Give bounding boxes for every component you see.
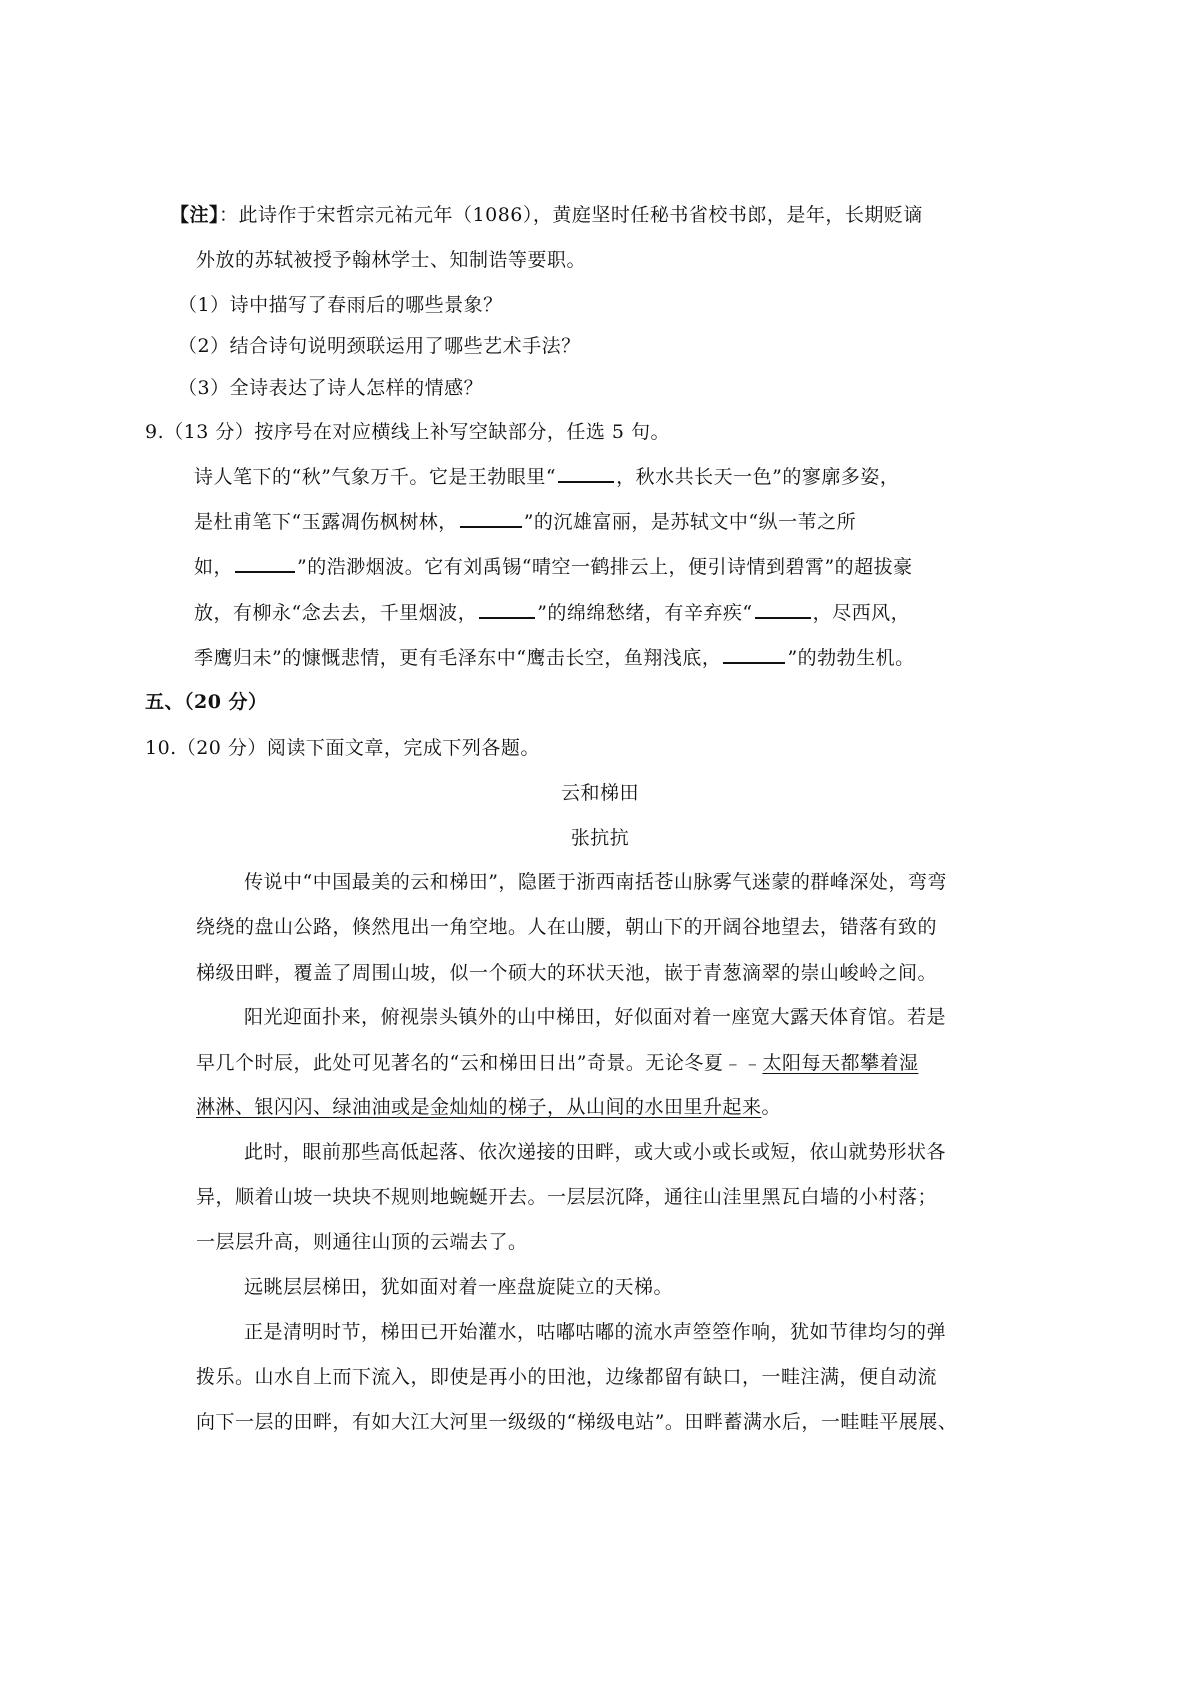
note-label: 【注】: [170, 204, 220, 226]
q9-text: ”的绵绵愁绪，有辛弃疾“: [537, 602, 753, 624]
q9-text: 放，有柳永“念去去，千里烟波，: [194, 602, 478, 624]
note-line-1: [170, 202, 923, 228]
answer-blank[interactable]: [479, 599, 535, 619]
answer-blank[interactable]: [755, 599, 811, 619]
paragraph-line: 拨乐。山水自上而下流入，即使是再小的田池，边缘都留有缺口，一畦注满，便自动流: [196, 1366, 938, 1388]
answer-blank[interactable]: [460, 508, 522, 528]
q10-stem: 10.（20 分）阅读下面文章，完成下列各题。: [145, 737, 540, 759]
paragraph-line: 此时，眼前那些高低起落、依次递接的田畔，或大或小或长或短，依山就势形状各: [244, 1141, 947, 1163]
underlined-text: 太阳每天都攀着湿: [762, 1052, 919, 1074]
paragraph-line: 梯级田畔，覆盖了周围山坡，似一个硕大的环状天池，嵌于青葱滴翠的崇山峻岭之间。: [196, 962, 938, 984]
paragraph-line: [196, 1050, 918, 1076]
q9-text: ，秋水共长天一色”的寥廓多姿，: [616, 466, 900, 488]
q8-sub-1: （1）诗中描写了春雨后的哪些景象？: [178, 294, 503, 316]
paragraph-line: 传说中“中国最美的云和梯田”，隐匿于浙西南括苍山脉雾气迷蒙的群峰深处，弯弯: [244, 871, 947, 893]
article-title: 云和梯田: [560, 782, 639, 804]
paragraph-line: 远眺层层梯田，犹如面对着一座盘旋陡立的天梯。: [244, 1276, 674, 1298]
article-author: 张抗抗: [570, 827, 630, 849]
paragraph-line: 一层层升高，则通往山顶的云端去了。: [196, 1231, 528, 1253]
q9-text: ”的勃勃生机。: [787, 647, 915, 669]
answer-blank[interactable]: [235, 553, 295, 573]
paragraph-text: 。: [761, 1096, 782, 1118]
answer-blank[interactable]: [723, 644, 785, 664]
note-line-2: 外放的苏轼被授予翰林学士、知制诰等要职。: [196, 249, 587, 271]
answer-blank[interactable]: [558, 463, 614, 483]
section-heading: 五、（20 分）: [145, 691, 268, 713]
q9-text: 季鹰归未”的慷慨悲情，更有毛泽东中“鹰击长空，鱼翔浅底，: [194, 647, 722, 669]
q9-text: ，尽西风，: [812, 602, 911, 624]
q9-line-3: [194, 553, 913, 580]
paragraph-line: 正是清明时节，梯田已开始灌水，咕嘟咕嘟的流水声箜箜作响，犹如节律均匀的弹: [244, 1321, 947, 1343]
q8-sub-2: （2）结合诗句说明颈联运用了哪些艺术手法？: [178, 335, 581, 357]
paragraph-line: 阳光迎面扑来，俯视崇头镇外的山中梯田，好似面对着一座宽大露天体育馆。若是: [244, 1006, 947, 1028]
q9-text: 如，: [194, 556, 234, 578]
q9-line-1: [194, 463, 899, 490]
paragraph-line: 异，顺着山坡一块块不规则地蜿蜒开去。一层层沉降，通往山洼里黑瓦白墙的小村落；: [196, 1186, 938, 1208]
q9-line-4: [194, 599, 910, 626]
note-text-1: ：此诗作于宋哲宗元祐元年（1086），黄庭坚时任秘书省校书郎，是年，长期贬谪: [219, 204, 923, 226]
q9-text: ”的沉雄富丽，是苏轼文中“纵一苇之所: [523, 511, 857, 533]
paragraph-line: [196, 1094, 781, 1120]
q9-text: ”的浩渺烟波。它有刘禹锡“晴空一鹤排云上，便引诗情到碧霄”的超拔豪: [297, 556, 913, 578]
paragraph-text: 早几个时辰，此处可见著名的“云和梯田日出”奇景。无论冬夏﹣﹣: [196, 1052, 763, 1074]
q9-text: 诗人笔下的“秋”气象万千。它是王勃眼里“: [194, 466, 557, 488]
q8-sub-3: （3）全诗表达了诗人怎样的情感？: [178, 377, 484, 399]
q9-line-5: [194, 644, 915, 671]
paragraph-line: 向下一层的田畔，有如大江大河里一级级的“梯级电站”。田畔蓄满水后，一畦畦平展展、: [196, 1411, 958, 1433]
underlined-text: 淋淋、银闪闪、绿油油或是金灿灿的梯子，从山间的水田里升起来: [196, 1096, 762, 1118]
q9-line-2: [194, 508, 856, 535]
q9-stem: 9.（13 分）按序号在对应横线上补写空缺部分，任选 5 句。: [145, 421, 671, 443]
q9-text: 是杜甫笔下“玉露凋伤枫树林，: [194, 511, 458, 533]
paragraph-line: 绕绕的盘山公路，倏然甩出一角空地。人在山腰，朝山下的开阔谷地望去，错落有致的: [196, 916, 938, 938]
